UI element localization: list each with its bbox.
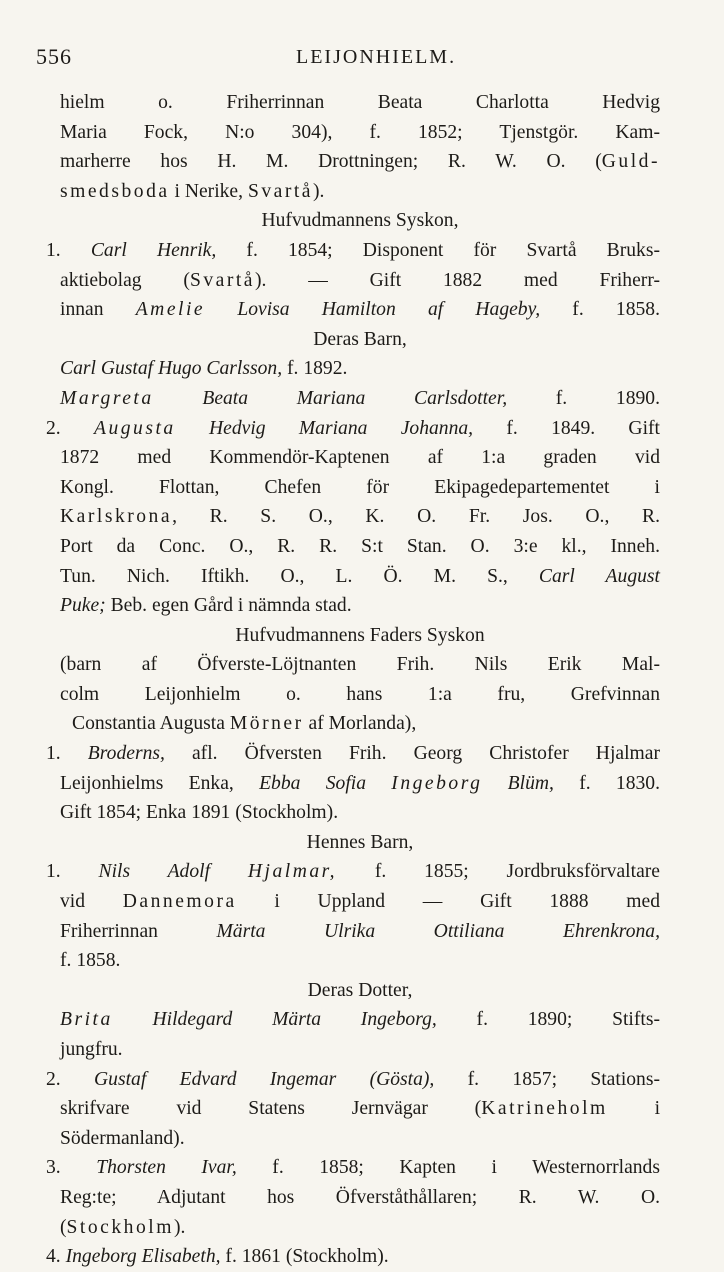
person-name: Puke; <box>60 595 106 617</box>
text-line: hielm o. Friherrinnan Beata Charlotta Hedvig <box>60 92 660 113</box>
person-name: Carl Gustaf Hugo Carlsson, <box>60 358 283 380</box>
text-line: vid Dannemora i Uppland — Gift 1888 med <box>60 891 661 913</box>
entry-number: 1. <box>46 861 61 883</box>
text-line: smedsboda i Nerike, Svartå). <box>60 180 325 202</box>
text-line: jungfru. <box>60 1039 123 1060</box>
entry-line: 4. Ingeborg Elisabeth, f. 1861 (Stockholm). <box>46 1242 660 1272</box>
person-name: Brita <box>60 1009 113 1031</box>
entry-line: 3. Thorsten Ivar, f. 1858; Kapten i Westernorrlands <box>46 1153 660 1183</box>
text-line: (Stockholm). <box>60 1216 186 1238</box>
entry-line: 2. Gustaf Edvard Ingemar (Gösta), f. 1857; Stations- <box>46 1065 660 1095</box>
text-line: Reg:te; Adjutant hos Öfverståthållaren; R. W. O. <box>60 1186 660 1208</box>
section-heading: Hufvudmannens Syskon, <box>261 210 459 232</box>
text-line: Brita Hildegard Märta Ingeborg, f. 1890; Stifts- <box>60 1009 660 1031</box>
text-line: Port da Conc. O., R. R. S:t Stan. O. 3:e kl., Inneh. <box>60 535 660 557</box>
text-line: Puke; Beb. egen Gård i nämnda stad. <box>60 595 352 617</box>
person-name: Carl August <box>538 565 660 587</box>
section-heading: Deras Barn, <box>313 328 407 350</box>
person-name: Carl Henrik, <box>90 239 217 261</box>
entry-line: 1. Carl Henrik, f. 1854; Disponent för Svartå Bruks- <box>46 236 660 266</box>
text-line: Kongl. Flottan, Chefen för Ekipagedepartementet i <box>60 476 660 498</box>
person-name: Ingeborg Elisabeth, <box>65 1246 221 1268</box>
entry-number: 3. <box>46 1157 61 1179</box>
text-line: marherre hos H. M. Drottningen; R. W. O. (Guld- <box>60 151 660 173</box>
text-line: aktiebolag (Svartå). — Gift 1882 med Friherr- <box>60 269 660 291</box>
person-name: Augusta <box>93 417 176 439</box>
page-number: 556 <box>36 44 72 69</box>
entry-number: 1. <box>46 239 61 261</box>
text-line: Södermanland). <box>60 1127 185 1149</box>
person-name: Beata Mariana Carlsdotter, <box>153 387 508 409</box>
section-heading: Deras Dotter, <box>307 979 413 1001</box>
person-name: Broderns, <box>87 743 165 765</box>
person-name: Lovisa Hamilton af Hageby, <box>237 299 541 321</box>
entry-number: 2. <box>46 417 61 439</box>
text-line: Margreta Beata Mariana Carlsdotter, f. 1890. <box>60 387 660 409</box>
text-line: Carl Gustaf Hugo Carlsson, f. 1892. <box>60 358 348 380</box>
text-line: Maria Fock, N:o 304), f. 1852; Tjenstgör. Kam- <box>60 121 660 143</box>
text-line: 1872 med Kommendör-Kaptenen af 1:a graden vid <box>60 447 660 469</box>
running-head: LEIJONHIELM. <box>296 46 457 68</box>
text-line: Leijonhielms Enka, Ebba Sofia Ingeborg Blüm, f. 1830. <box>60 772 660 794</box>
text-line: Tun. Nich. Iftikh. O., L. Ö. M. S., Carl August <box>60 565 660 587</box>
person-name: Ebba Sofia <box>259 772 367 794</box>
person-name: Margreta <box>60 387 154 409</box>
person-name: Blüm, <box>482 772 554 794</box>
entry-line: 1. Broderns, afl. Öfversten Frih. Georg Christofer Hjalmar <box>46 739 660 769</box>
entry-number: 1. <box>46 743 61 765</box>
text-line: innan Amelie Lovisa Hamilton af Hageby, f. 1858. <box>60 299 660 321</box>
text-line: f. 1858. <box>60 950 121 972</box>
text-line: (barn af Öfverste-Löjtnanten Frih. Nils Erik Mal- <box>60 654 660 676</box>
person-name: Hildegard Märta Ingeborg, <box>112 1009 437 1031</box>
section-heading: Hennes Barn, <box>306 831 414 853</box>
person-name: Hjalmar, <box>247 861 338 883</box>
text-line: Constantia Augusta Mörner af Morlanda), <box>72 713 417 735</box>
entry-number: 4. <box>46 1246 61 1268</box>
person-name: Gustaf Edvard Ingemar (Gösta), <box>94 1068 435 1090</box>
person-name: Märta Ulrika Ottiliana Ehrenkrona, <box>216 920 660 942</box>
text-line: colm Leijonhielm o. hans 1:a fru, Grefvinnan <box>60 683 660 705</box>
person-name: Thorsten Ivar, <box>96 1157 237 1179</box>
text-line: Karlskrona, R. S. O., K. O. Fr. Jos. O., R. <box>60 506 660 528</box>
person-name: Amelie <box>135 299 206 321</box>
entry-line: 1. Nils Adolf Hjalmar, f. 1855; Jordbruksförvaltare <box>46 857 660 887</box>
text-line: skrifvare vid Statens Jernvägar (Katrineholm i <box>60 1098 661 1120</box>
person-name: Nils Adolf <box>98 861 248 883</box>
genealogy-text <box>46 88 661 1272</box>
page-header <box>36 44 686 74</box>
entry-line: 2. Augusta Hedvig Mariana Johanna, f. 1849. Gift <box>46 414 660 444</box>
text-line: Gift 1854; Enka 1891 (Stockholm). <box>60 802 339 824</box>
text-line: Friherrinnan Märta Ulrika Ottiliana Ehrenkrona, <box>60 920 660 942</box>
section-heading: Hufvudmannens Faders Syskon <box>235 624 485 646</box>
person-name: Hedvig Mariana Johanna, <box>175 417 474 439</box>
person-name: Ingeborg <box>391 772 483 794</box>
entry-number: 2. <box>46 1068 61 1090</box>
